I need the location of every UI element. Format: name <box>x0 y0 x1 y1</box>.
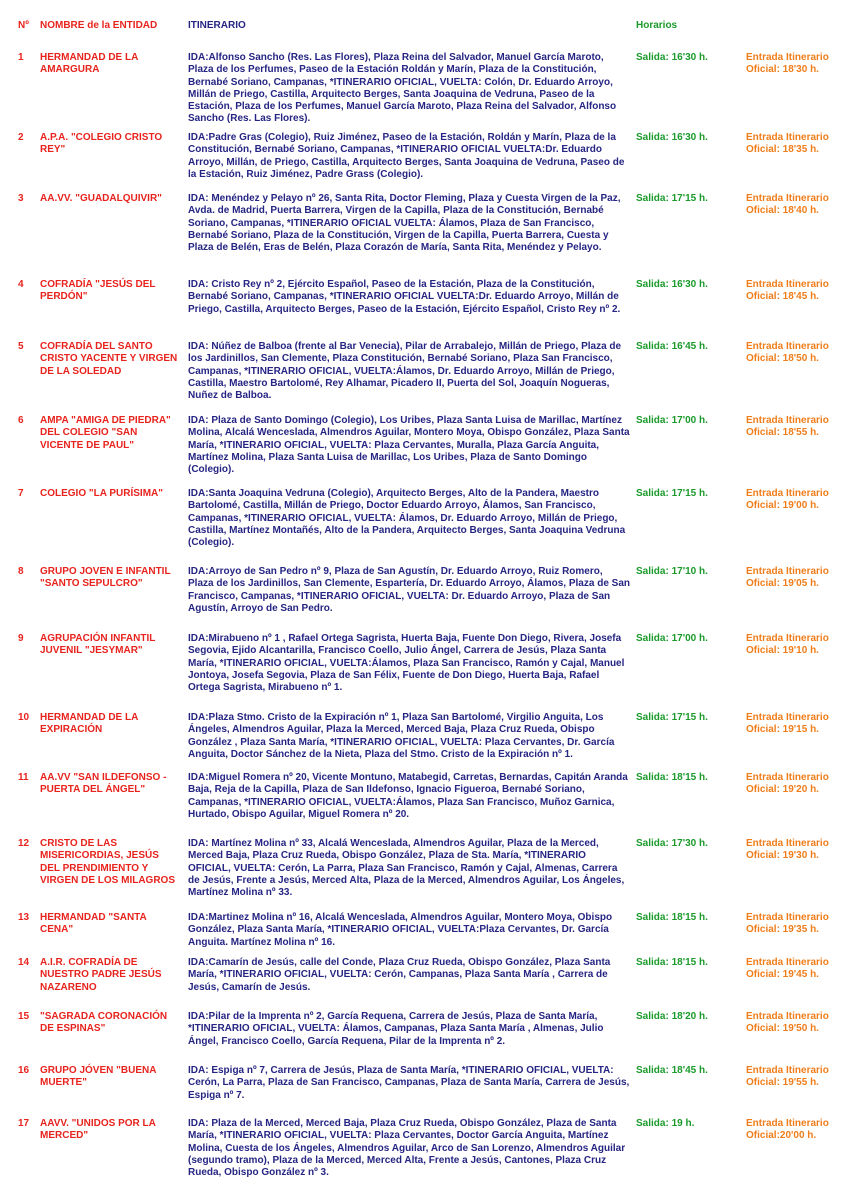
departure-time: Salida: 17'15 h. <box>636 712 708 723</box>
departure-time: Salida: 18'15 h. <box>636 957 708 968</box>
entity-name: AGRUPACIÓN INFANTIL JUVENIL "JESYMAR" <box>40 633 156 657</box>
itinerary-text: IDA: Plaza de la Merced, Merced Baja, Plaza Cruz Rueda, Obispo González, Plaza de Santa María, *ITINERARIO OFICIAL, VUELTA: Plaza Cervantes, Doctor García Anguita, Martínez Molina, Cuesta de los Ángeles, Almendros Aguilar, Arco de San Lorenzo, Almendros Aguilar (segundo tramo), Plaza de la Merced, Merced Alta, Frente a Jesús, Cantones, Plaza Cruz Rueda, Obispo González nº 3. <box>188 1118 626 1179</box>
itinerary-text: IDA:Santa Joaquina Vedruna (Colegio), Arquitecto Berges, Alto de la Pandera, Maestro Bartolomé, Castilla, Millán de Priego, Doctor Eduardo Arroyo, Álamos, San Francisco, Campanas, *ITINERARIO OFICIAL, VUELTA: Álamos, Dr. Eduardo Arroyo, Millán de Priego, Castilla, Martínez Montañés, Alto de la Pandera, Arquitecto Berges, Santa Joaquina Vedruna (Colegio). <box>188 488 626 549</box>
departure-time: Salida: 17'00 h. <box>636 633 708 644</box>
itinerary-text: IDA:Pilar de la Imprenta nº 2, García Requena, Carrera de Jesús, Plaza de Santa María, *ITINERARIO OFICIAL, VUELTA: Álamos, Campanas, Plaza Santa María , Almenas, Julio Ángel, Francisco Coello, García Requena, Pilar de la Imprenta nº 2. <box>188 1011 604 1047</box>
row-number: 15 <box>18 1011 30 1022</box>
departure-time: Salida: 16'30 h. <box>636 279 708 290</box>
row-number: 6 <box>18 415 24 426</box>
official-entry-time: Entrada Itinerario Oficial: 19'15 h. <box>746 712 829 736</box>
entity-name: HERMANDAD DE LA AMARGURA <box>40 52 138 76</box>
entity-name: "SAGRADA CORONACIÓN DE ESPINAS" <box>40 1011 168 1035</box>
official-entry-time: Entrada Itinerario Oficial: 19'55 h. <box>746 1065 829 1089</box>
header-entity-name: NOMBRE de la ENTIDAD <box>40 20 158 31</box>
entity-name: COFRADÍA DEL SANTO CRISTO YACENTE Y VIRGEN DE LA SOLEDAD <box>40 341 178 377</box>
row-number: 2 <box>18 132 24 143</box>
official-entry-time: Entrada Itinerario Oficial:20'00 h. <box>746 1118 829 1142</box>
entity-name: AMPA "AMIGA DE PIEDRA" DEL COLEGIO "SAN VICENTE DE PAUL" <box>40 415 171 451</box>
official-entry-time: Entrada Itinerario Oficial: 19'20 h. <box>746 772 829 796</box>
row-number: 12 <box>18 838 30 849</box>
departure-time: Salida: 16'30 h. <box>636 132 708 143</box>
official-entry-time: Entrada Itinerario Oficial: 18'55 h. <box>746 415 829 439</box>
entity-name: AA.VV. "GUADALQUIVIR" <box>40 193 162 204</box>
departure-time: Salida: 16'45 h. <box>636 341 708 352</box>
entity-name: GRUPO JOVEN E INFANTIL "SANTO SEPULCRO" <box>40 566 171 590</box>
itinerary-text: IDA:Mirabueno nº 1 , Rafael Ortega Sagrista, Huerta Baja, Fuente Don Diego, Rivera, Josefa Segovia, Ejido Alcantarilla, Francisco Coello, Julio Ángel, Carrera de Jesús, Plaza Santa María, *ITINERARIO OFICIAL, VUELTA:Álamos, Plaza San Francisco, Ramón y Cajal, Manuel Jontoya, Josefa Segovia, Plaza de San Félix, Fuente de Don Diego, Huerta Baja, Rafael Ortega Sagrista, Mirabueno nº 1. <box>188 633 625 694</box>
row-number: 7 <box>18 488 24 499</box>
row-number: 4 <box>18 279 24 290</box>
row-number: 3 <box>18 193 24 204</box>
departure-time: Salida: 18'45 h. <box>636 1065 708 1076</box>
entity-name: COFRADÍA "JESÚS DEL PERDÓN" <box>40 279 156 303</box>
entity-name: GRUPO JÓVEN "BUENA MUERTE" <box>40 1065 157 1089</box>
departure-time: Salida: 18'20 h. <box>636 1011 708 1022</box>
official-entry-time: Entrada Itinerario Oficial: 19'35 h. <box>746 912 829 936</box>
header-num: Nº <box>18 20 29 31</box>
official-entry-time: Entrada Itinerario Oficial: 18'35 h. <box>746 132 829 156</box>
row-number: 10 <box>18 712 30 723</box>
itinerary-text: IDA:Arroyo de San Pedro nº 9, Plaza de San Agustín, Dr. Eduardo Arroyo, Ruiz Romero, Plaza de los Jardinillos, San Clemente, Espartería, Dr. Eduardo Arroyo, Álamos, Plaza de San Francisco, Campanas, *ITINERARIO OFICIAL, VUELTA: Dr. Eduardo Arroyo, Plaza de San Agustín, Arroyo de San Pedro. <box>188 566 630 614</box>
departure-time: Salida: 17'10 h. <box>636 566 708 577</box>
entity-name: A.P.A. "COLEGIO CRISTO REY" <box>40 132 163 156</box>
row-number: 9 <box>18 633 24 644</box>
row-number: 17 <box>18 1118 30 1129</box>
official-entry-time: Entrada Itinerario Oficial: 19'45 h. <box>746 957 829 981</box>
departure-time: Salida: 18'15 h. <box>636 772 708 783</box>
departure-time: Salida: 18'15 h. <box>636 912 708 923</box>
entity-name: CRISTO DE LAS MISERICORDIAS, JESÚS DEL PRENDIMIENTO Y VIRGEN DE LOS MILAGROS <box>40 838 176 886</box>
itinerary-text: IDA:Martinez Molina nº 16, Alcalá Wenceslada, Almendros Aguilar, Montero Moya, Obispo González, Plaza Santa María, *ITINERARIO OFICIAL, VUELTA:Plaza Cervantes, Dr. García Anguita. Martínez Molina nº 16. <box>188 912 613 948</box>
departure-time: Salida: 17'15 h. <box>636 193 708 204</box>
departure-time: Salida: 19 h. <box>636 1118 695 1129</box>
itinerary-text: IDA: Núñez de Balboa (frente al Bar Venecia), Pilar de Arrabalejo, Millán de Priego, Plaza de los Jardinillos, San Clemente, Plaza Constitución, Bernabé Soriano, Plaza San Francisco, Campanas, *ITINERARIO OFICIAL, VUELTA:Álamos, Dr. Eduardo Arroyo, Millán de Priego, Castilla, Maestro Bartolomé, Rey Alhamar, Picadero II, Puerta del Sol, Joaquín Nogueras, Nuñez de Balboa. <box>188 341 622 402</box>
official-entry-time: Entrada Itinerario Oficial: 19'50 h. <box>746 1011 829 1035</box>
official-entry-time: Entrada Itinerario Oficial: 18'45 h. <box>746 279 829 303</box>
row-number: 13 <box>18 912 30 923</box>
official-entry-time: Entrada Itinerario Oficial: 19'10 h. <box>746 633 829 657</box>
itinerary-text: IDA:Padre Gras (Colegio), Ruiz Jiménez, Paseo de la Estación, Roldán y Marín, Plaza de la Constitución, Bernabé Soriano, Campanas, *ITINERARIO OFICIAL VUELTA:Dr. Eduardo Arroyo, Millán, de Priego, Castilla, Arquitecto Berges, Santa Joaquina de Vedruna, Paseo de la Estación, Ruiz Jiménez, Padre Grass (Colegio). <box>188 132 625 180</box>
row-number: 14 <box>18 957 30 968</box>
entity-name: AAVV. "UNIDOS POR LA MERCED" <box>40 1118 156 1142</box>
entity-name: COLEGIO "LA PURÍSIMA" <box>40 488 164 499</box>
entity-name: HERMANDAD DE LA EXPIRACIÓN <box>40 712 138 736</box>
header-itinerary: ITINERARIO <box>188 20 246 31</box>
itinerary-text: IDA:Camarín de Jesús, calle del Conde, Plaza Cruz Rueda, Obispo González, Plaza Santa María, *ITINERARIO OFICIAL, VUELTA: Cerón, Campanas, Plaza Santa María , Carrera de Jesús, Camarín de Jesús. <box>188 957 611 993</box>
entity-name: AA.VV "SAN ILDEFONSO - PUERTA DEL ÁNGEL" <box>40 772 167 796</box>
row-number: 5 <box>18 341 24 352</box>
row-number: 11 <box>18 772 29 783</box>
entity-name: HERMANDAD "SANTA CENA" <box>40 912 147 936</box>
departure-time: Salida: 16'30 h. <box>636 52 708 63</box>
official-entry-time: Entrada Itinerario Oficial: 19'00 h. <box>746 488 829 512</box>
itinerary-text: IDA: Cristo Rey nº 2, Ejército Español, Paseo de la Estación, Plaza de la Constitución, Bernabé Soriano, Campanas, *ITINERARIO OFICIAL VUELTA:Dr. Eduardo Arroyo, Millán de Priego, Castilla, Arquitecto Berges, Paseo de la Estación, Ejército Español, Cristo Rey nº 2. <box>188 279 621 315</box>
departure-time: Salida: 17'15 h. <box>636 488 708 499</box>
itinerary-text: IDA: Martínez Molina nº 33, Alcalá Wenceslada, Almendros Aguilar, Plaza de la Merced, Merced Baja, Plaza Cruz Rueda, Obispo González, Plaza de Sta. María, *ITINERARIO OFICIAL, VUELTA: Cerón, La Parra, Plaza San Francisco, Ramón y Cajal, Almenas, Carrera de Jesús, Frente a Jesús, Merced Alta, Plaza de la Merced, Almendros Aguilar, Los Ángeles, Martínez Molina nº 33. <box>188 838 625 899</box>
itinerary-text: IDA:Alfonso Sancho (Res. Las Flores), Plaza Reina del Salvador, Manuel García Maroto, Plaza de los Perfumes, Paseo de la Estación Roldán y Marín, Plaza de la Constitución, Bernabé Soriano, Campanas, *ITINERARIO OFICIAL, VUELTA: Colón, Dr. Eduardo Arroyo, Millán de Priego, Castilla, Arquitecto Berges, Santa Joaquina de Vedruna, Paseo de la Estación, Plaza de los Perfumes, Manuel García Maroto, Plaza Reina del Salvador, Alfonso Sancho (Res. Las Flores). <box>188 52 617 125</box>
official-entry-time: Entrada Itinerario Oficial: 19'05 h. <box>746 566 829 590</box>
row-number: 16 <box>18 1065 30 1076</box>
row-number: 8 <box>18 566 24 577</box>
itinerary-text: IDA:Miguel Romera nº 20, Vicente Montuno, Matabegid, Carretas, Bernardas, Capitán Aranda Baja, Reja de la Capilla, Plaza de San Ildefonso, Ignacio Figueroa, Bernabé Soriano, Campanas, *ITINERARIO OFICIAL, VUELTA:Álamos, Plaza San Francisco, Muñoz Garnica, Hurtado, Obispo Aguilar, Miguel Romera nº 20. <box>188 772 628 820</box>
itinerary-text: IDA: Espiga nº 7, Carrera de Jesús, Plaza de Santa María, *ITINERARIO OFICIAL, VUELTA: Cerón, La Parra, Plaza de San Francisco, Campanas, Plaza de Santa María, Carrera de Jesús, Espiga nº 7. <box>188 1065 630 1101</box>
departure-time: Salida: 17'30 h. <box>636 838 708 849</box>
row-number: 1 <box>18 52 24 63</box>
departure-time: Salida: 17'00 h. <box>636 415 708 426</box>
official-entry-time: Entrada Itinerario Oficial: 18'30 h. <box>746 52 829 76</box>
official-entry-time: Entrada Itinerario Oficial: 18'50 h. <box>746 341 829 365</box>
header-schedule: Horarios <box>636 20 678 31</box>
itinerary-text: IDA: Menéndez y Pelayo nº 26, Santa Rita, Doctor Fleming, Plaza y Cuesta Virgen de la Paz, Avda. de Madrid, Puerta Barrera, Virgen de la Capilla, Plaza de la Constitución, Bernabé Soriano, Campanas, *ITINERARIO OFICIAL VUELTA: Álamos, Plaza de San Francisco, Bernabé Soriano, Plaza de la Constitución, Virgen de la Capilla, Puerta Barrera, Cuesta y Plaza de Belén, Eras de Belén, Plaza Corazón de María, Santa Rita, Menéndez y Pelayo. <box>188 193 621 254</box>
entity-name: A.I.R. COFRADÍA DE NUESTRO PADRE JESÚS NAZARENO <box>40 957 162 993</box>
official-entry-time: Entrada Itinerario Oficial: 19'30 h. <box>746 838 829 862</box>
itinerary-text: IDA: Plaza de Santo Domingo (Colegio), Los Uribes, Plaza Santa Luisa de Marillac, Martínez Molina, Alcalá Wenceslada, Almendros Aguilar, Montero Moya, Obispo González, Plaza Santa María, *ITINERARIO OFICIAL, VUELTA: Plaza Cervantes, Muralla, Plaza García Anguita, Martínez Molina, Plaza Santa Luisa de Marillac, Los Uribes, Plaza de Santo Domingo (Colegio). <box>188 415 630 476</box>
itinerary-text: IDA:Plaza Stmo. Cristo de la Expiración nº 1, Plaza San Bartolomé, Virgilio Anguita, Los Ángeles, Almendros Aguilar, Plaza la Merced, Merced Baja, Plaza Cruz Rueda, Obispo González , Plaza Santa María, *ITINERARIO OFICIAL, VUELTA: Plaza Cervantes, Dr. García Anguita, Doctor Sánchez de la Nieta, Plaza del Stmo. Cristo de la Expiración nº 1. <box>188 712 615 760</box>
official-entry-time: Entrada Itinerario Oficial: 18'40 h. <box>746 193 829 217</box>
